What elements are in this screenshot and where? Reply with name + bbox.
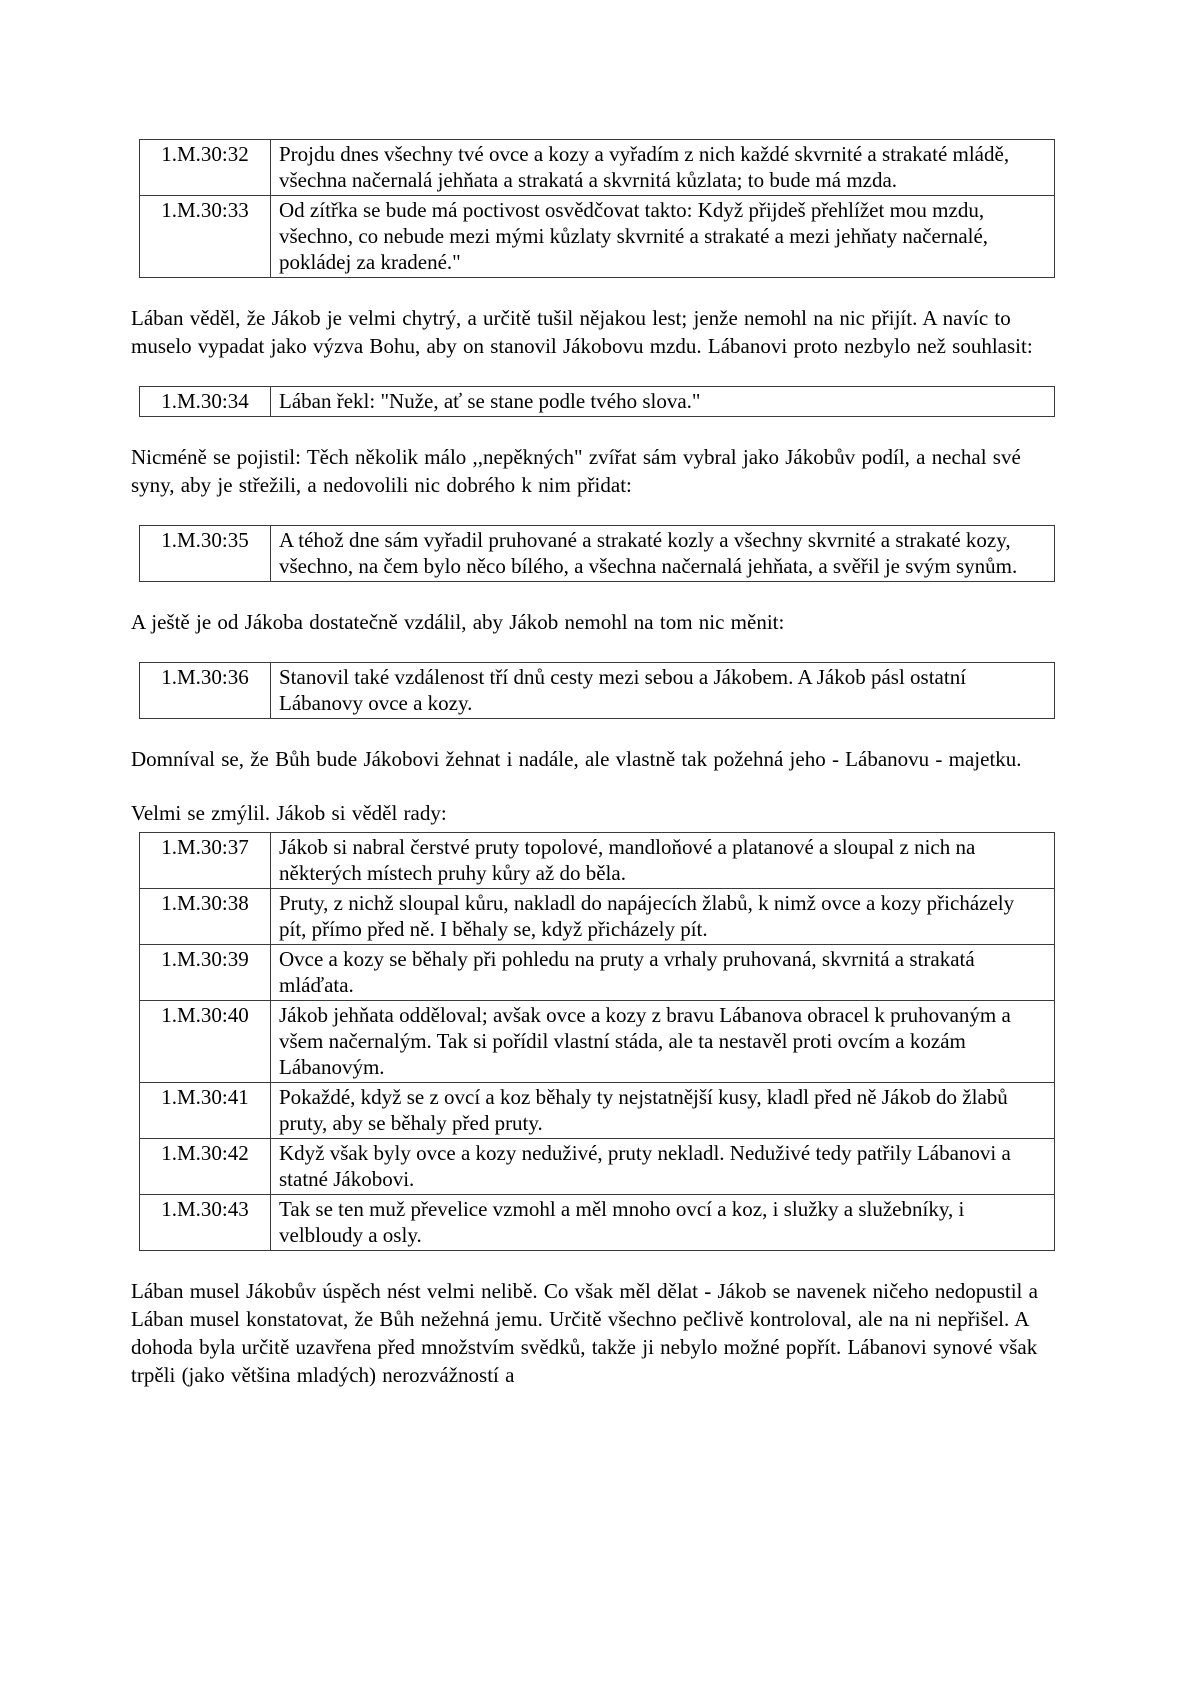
verse-ref: 1.M.30:38 (140, 889, 271, 945)
verse-row (140, 196, 1055, 278)
verse-row (140, 1001, 1055, 1083)
verse-ref: 1.M.30:33 (140, 196, 271, 278)
verse-ref: 1.M.30:37 (140, 833, 271, 889)
verse-table-30-34 (139, 386, 1055, 417)
paragraph-commentary: A ještě je od Jákoba dostatečně vzdálil, aby Jákob nemohl na tom nic měnit: (131, 610, 785, 634)
verse-text: A téhož dne sám vyřadil pruhované a strakaté kozly a všechny skvrnité a strakaté kozy, všechno, na čem bylo něco bílého, a všechna načernalá jehňata, a svěřil je svým synům. (271, 526, 1055, 582)
verse-text: Ovce a kozy se běhaly při pohledu na pruty a vrhaly pruhovaná, skvrnitá a strakatá mláďata. (271, 945, 1055, 1001)
verse-row (140, 889, 1055, 945)
verse-table-30-32-33 (139, 139, 1055, 278)
paragraph-commentary: Velmi se zmýlil. Jákob si věděl rady: (131, 801, 447, 825)
verse-ref: 1.M.30:36 (140, 663, 271, 719)
paragraph-commentary: Lában věděl, že Jákob je velmi chytrý, a určitě tušil nějakou lest; jenže nemohl na nic přijít. A navíc to muselo vypadat jako výzva Bohu, aby on stanovil Jákobovu mzdu. Lábanovi proto nezbylo než souhlasit: (131, 306, 1033, 358)
verse-ref: 1.M.30:34 (140, 387, 271, 417)
verse-ref: 1.M.30:41 (140, 1083, 271, 1139)
verse-text: Tak se ten muž převelice vzmohl a měl mnoho ovcí a koz, i služky a služebníky, i velbloudy a osly. (271, 1195, 1055, 1251)
verse-row (140, 1083, 1055, 1139)
verse-row (140, 663, 1055, 719)
verse-row (140, 387, 1055, 417)
verse-ref: 1.M.30:32 (140, 140, 271, 196)
verse-row (140, 945, 1055, 1001)
verse-row (140, 526, 1055, 582)
verse-text: Když však byly ovce a kozy neduživé, pruty nekladl. Neduživé tedy patřily Lábanovi a statné Jákobovi. (271, 1139, 1055, 1195)
verse-ref: 1.M.30:42 (140, 1139, 271, 1195)
paragraph-commentary: Lában musel Jákobův úspěch nést velmi nelibě. Co však měl dělat - Jákob se navenek ničeho nedopustil a Lában musel konstatovat, že Bůh nežehná jemu. Určitě všechno pečlivě kontroloval, ale na ni nepřišel. A dohoda byla určitě uzavřena před množstvím svědků, takže ji nebylo možné popřít. Lábanovi synové však trpěli (jako většina mladých) nerozvážností a (131, 1279, 1038, 1387)
verse-ref: 1.M.30:39 (140, 945, 271, 1001)
verse-ref: 1.M.30:43 (140, 1195, 271, 1251)
paragraph-commentary: Nicméně se pojistil: Těch několik málo ,,nepěkných" zvířat sám vybral jako Jákobův podíl, a nechal své syny, aby je střežili, a nedovolili nic dobrého k nim přidat: (131, 445, 1021, 497)
verse-text: Pokaždé, když se z ovcí a koz běhaly ty nejstatnější kusy, kladl před ně Jákob do žlabů pruty, aby se běhaly před pruty. (271, 1083, 1055, 1139)
verse-text: Jákob si nabral čerstvé pruty topolové, mandloňové a platanové a sloupal z nich na některých místech pruhy kůry až do běla. (271, 833, 1055, 889)
verse-row (140, 1195, 1055, 1251)
verse-table-30-37-43 (139, 832, 1055, 1251)
verse-text: Lában řekl: "Nuže, ať se stane podle tvého slova." (271, 387, 1055, 417)
verse-table-30-35 (139, 525, 1055, 582)
verse-row (140, 140, 1055, 196)
verse-text: Od zítřka se bude má poctivost osvědčovat takto: Když přijdeš přehlížet mou mzdu, všechno, co nebude mezi mými kůzlaty skvrnité a strakaté a mezi jehňaty načernalé, pokládej za kradené." (271, 196, 1055, 278)
verse-table-30-36 (139, 662, 1055, 719)
verse-text: Jákob jehňata odděloval; avšak ovce a kozy z bravu Lábanova obracel k pruhovaným a všem načernalým. Tak si pořídil vlastní stáda, ale ta nestavěl proti ovcím a kozám Lábanovým. (271, 1001, 1055, 1083)
verse-text: Projdu dnes všechny tvé ovce a kozy a vyřadím z nich každé skvrnité a strakaté mládě, všechna načernalá jehňata a strakatá a skvrnitá kůzlata; to bude má mzda. (271, 140, 1055, 196)
verse-ref: 1.M.30:40 (140, 1001, 271, 1083)
verse-ref: 1.M.30:35 (140, 526, 271, 582)
verse-row (140, 1139, 1055, 1195)
verse-text: Pruty, z nichž sloupal kůru, nakladl do napájecích žlabů, k nimž ovce a kozy přicházely pít, přímo před ně. I běhaly se, když přicházely pít. (271, 889, 1055, 945)
verse-text: Stanovil také vzdálenost tří dnů cesty mezi sebou a Jákobem. A Jákob pásl ostatní Lábanovy ovce a kozy. (271, 663, 1055, 719)
paragraph-commentary: Domníval se, že Bůh bude Jákobovi žehnat i nadále, ale vlastně tak požehná jeho - Lábanovu - majetku. (131, 747, 1022, 771)
verse-row (140, 833, 1055, 889)
